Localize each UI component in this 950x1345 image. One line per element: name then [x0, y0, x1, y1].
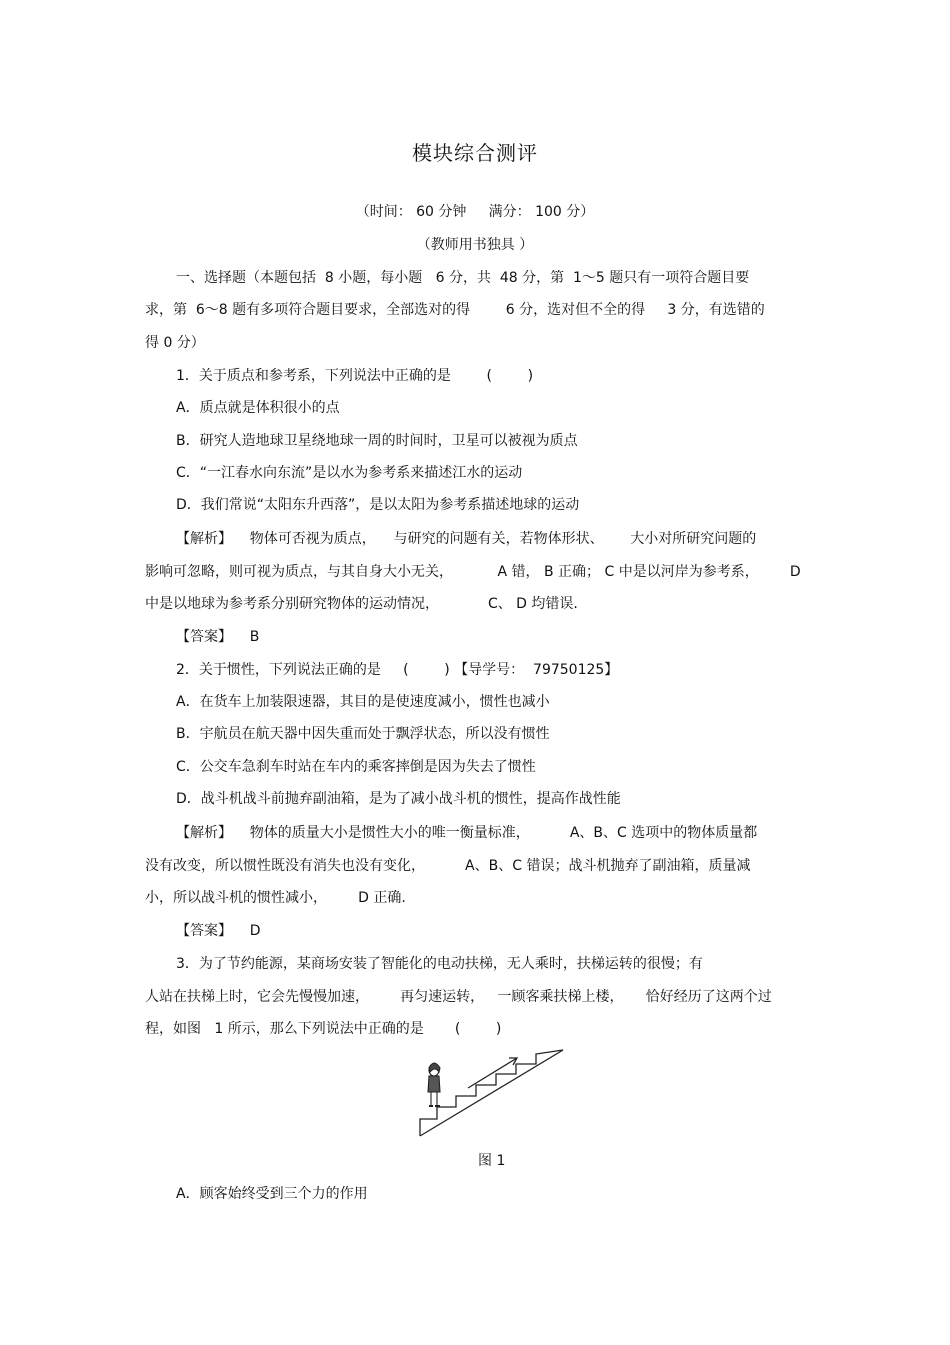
- customer-figure: [428, 1063, 440, 1106]
- question-3-option-a: A．顾客始终受到三个力的作用: [176, 1186, 368, 1202]
- figure-caption: 图 1: [478, 1153, 506, 1169]
- question-1-answer: 【答案】 B: [176, 629, 260, 645]
- question-2-answer: 【答案】 D: [176, 923, 261, 939]
- direction-arrow: [468, 1058, 517, 1088]
- question-2-analysis-line-2: 没有改变，所以惯性既没有消失也没有变化， A、B、C 错误；战斗机抛弃了副油箱，质量减: [145, 858, 751, 874]
- question-2-option-a: A．在货车上加装限速器，其目的是使速度减小，惯性也减小: [176, 694, 550, 710]
- question-1-analysis-line-2: 影响可忽略，则可视为质点，与其自身大小无关， A 错， B 正确； C 中是以河岸为参考系， D: [145, 564, 801, 580]
- question-3-stem-line-1: 3．为了节约能源，某商场安装了智能化的电动扶梯，无人乘时，扶梯运转的很慢；有: [176, 956, 703, 972]
- question-3-stem-line-3: 程，如图 1 所示，那么下列说法中正确的是 ( ): [145, 1021, 502, 1037]
- question-1-option-a: A．质点就是体积很小的点: [176, 400, 340, 416]
- exam-info: （时间： 60 分钟 满分： 100 分）: [355, 204, 595, 220]
- question-1-analysis-line-1: 【解析】 物体可否视为质点， 与研究的问题有关，若物体形状、 大小对所研究问题的: [176, 531, 757, 547]
- question-2-stem: 2．关于惯性，下列说法正确的是 ( ) 【导学号： 79750125】: [176, 662, 619, 678]
- question-1-option-b: B．研究人造地球卫星绕地球一周的时间时，卫星可以被视为质点: [176, 433, 578, 449]
- question-1-stem: 1．关于质点和参考系，下列说法中正确的是 ( ): [176, 368, 534, 384]
- escalator-base: [420, 1050, 563, 1136]
- question-2-analysis-line-3: 小，所以战斗机的惯性减小， D 正确.: [145, 890, 406, 906]
- escalator-figure: [418, 1046, 568, 1138]
- question-3-stem-line-2: 人站在扶梯上时，它会先慢慢加速， 再匀速运转， 一顾客乘扶梯上楼， 恰好经历了这两个过: [145, 989, 772, 1005]
- section-heading-line-3: 得 0 分）: [145, 335, 205, 351]
- page-title: 模块综合测评: [412, 141, 538, 165]
- section-heading-line-2: 求，第 6～8 题有多项符合题目要求，全部选对的得 6 分，选对但不全的得 3 分，有选错的: [145, 302, 765, 318]
- question-2-option-b: B．宇航员在航天器中因失重而处于飘浮状态，所以没有惯性: [176, 726, 550, 742]
- question-2-analysis-line-1: 【解析】 物体的质量大小是惯性大小的唯一衡量标准， A、B、C 选项中的物体质量都: [176, 825, 758, 841]
- question-2-option-d: D．战斗机战斗前抛弃副油箱，是为了减小战斗机的惯性，提高作战性能: [176, 791, 621, 807]
- question-1-option-d: D．我们常说“太阳东升西落”，是以太阳为参考系描述地球的运动: [176, 497, 580, 513]
- question-1-option-c: C．“一江春水向东流”是以水为参考系来描述江水的运动: [176, 465, 523, 481]
- teacher-note: （教师用书独具 ）: [416, 237, 534, 253]
- section-heading-line-1: 一、选择题（本题包括 8 小题，每小题 6 分，共 48 分，第 1～5 题只有一项符合题目要: [176, 270, 750, 286]
- question-2-option-c: C．公交车急刹车时站在车内的乘客摔倒是因为失去了惯性: [176, 759, 536, 775]
- question-1-analysis-line-3: 中是以地球为参考系分别研究物体的运动情况， C、 D 均错误.: [145, 596, 578, 612]
